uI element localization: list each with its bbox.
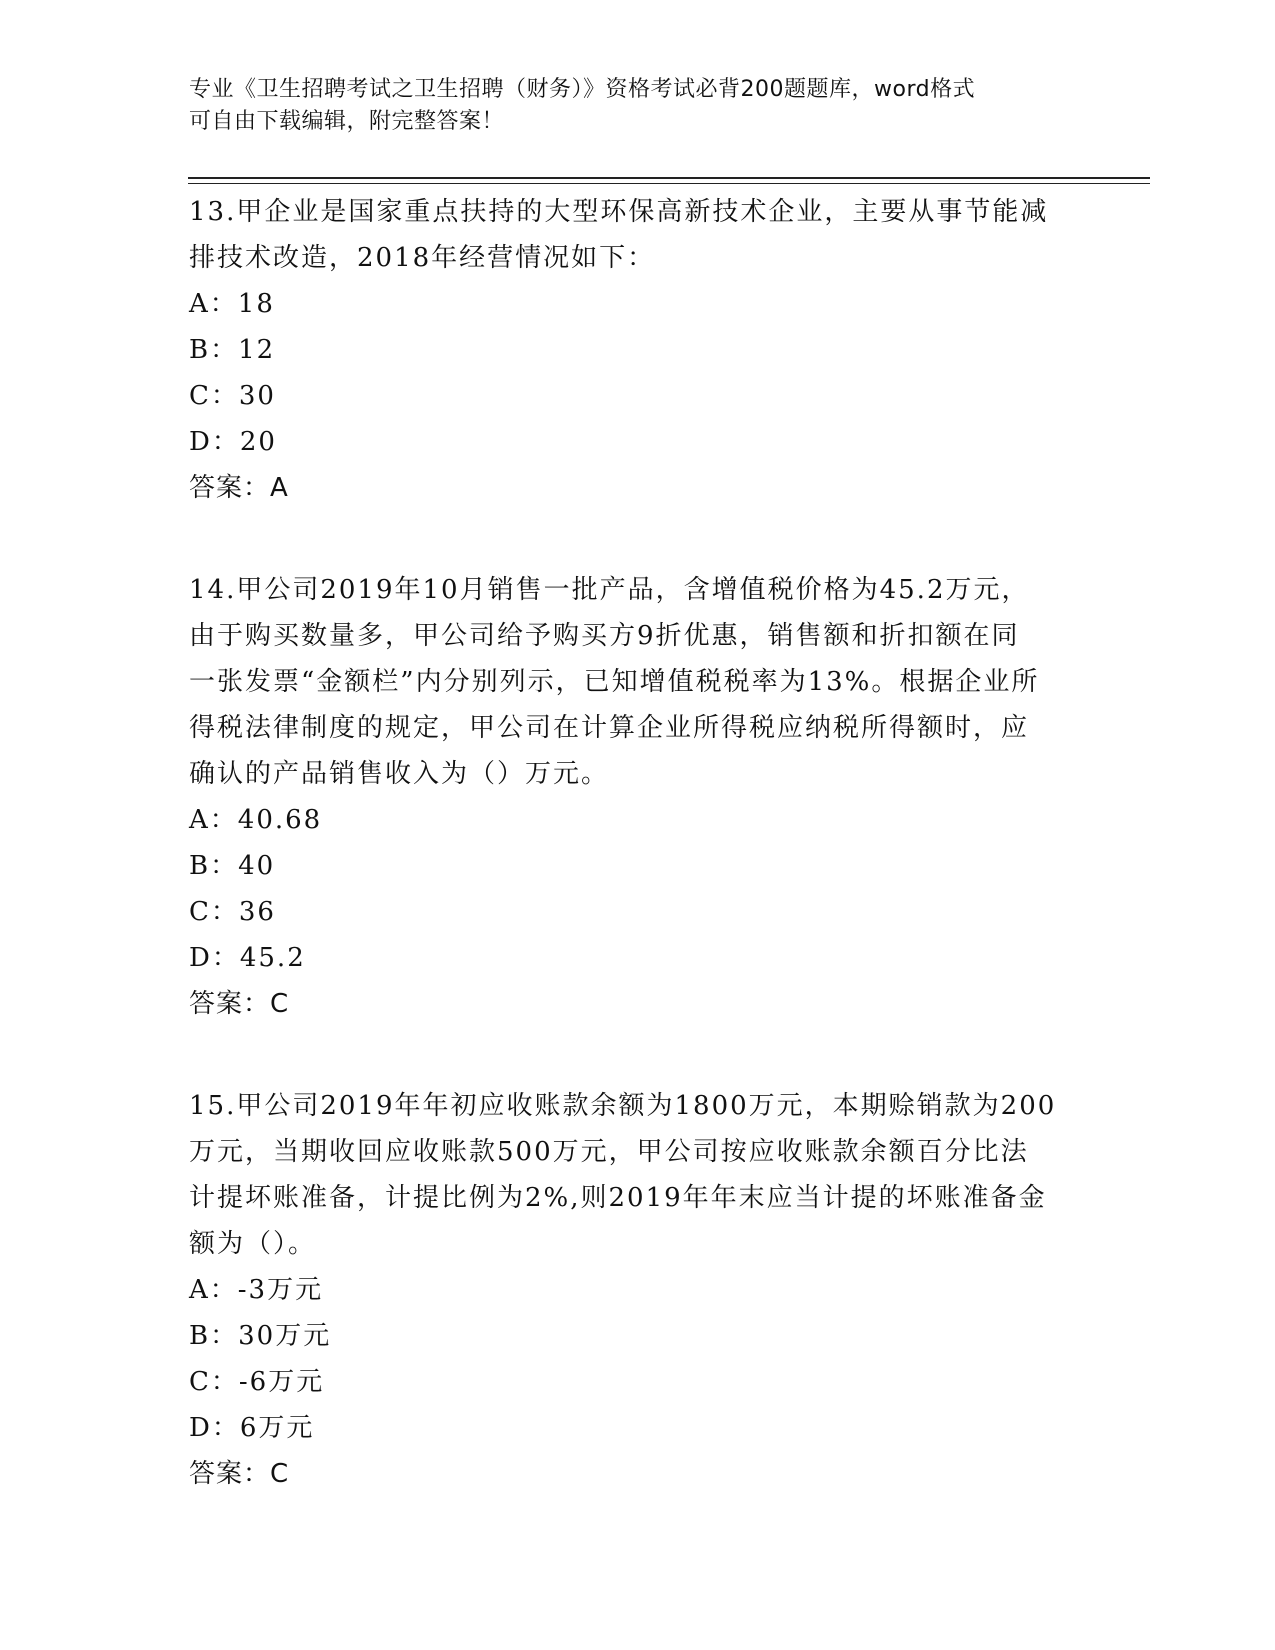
question-stem-line: 额为（）。: [189, 1229, 317, 1259]
option-c: C：30: [189, 381, 276, 411]
question-14: [189, 567, 1089, 1027]
answer-line: 答案：C: [189, 1459, 290, 1489]
question-stem-line: 15.甲公司2019年年初应收账款余额为1800万元，本期赊销款为200: [189, 1091, 1057, 1121]
question-stem-line: 计提坏账准备，计提比例为2%,则2019年年末应当计提的坏账准备金: [189, 1183, 1047, 1213]
header-line-2: 可自由下载编辑，附完整答案！: [189, 109, 505, 134]
question-list: [189, 189, 1089, 1497]
option-a: A：40.68: [189, 805, 323, 835]
question-stem-line: 确认的产品销售收入为（）万元。: [189, 759, 610, 789]
header-divider-thin: [188, 183, 1150, 184]
question-stem-line: 一张发票“金额栏”内分别列示，已知增值税税率为13%。根据企业所: [189, 667, 1040, 697]
question-stem-line: 排技术改造，2018年经营情况如下：: [189, 243, 656, 273]
option-d: D：20: [189, 427, 277, 457]
question-stem-line: 14.甲公司2019年10月销售一批产品，含增值税价格为45.2万元，: [189, 575, 1030, 605]
question-15: [189, 1083, 1089, 1497]
question-stem-line: 万元，当期收回应收账款500万元，甲公司按应收账款余额百分比法: [189, 1137, 1029, 1167]
header-divider-thick: [188, 177, 1150, 179]
option-b: B：12: [189, 335, 276, 365]
question-13: [189, 189, 1089, 511]
option-c: C：-6万元: [189, 1367, 325, 1397]
document-header: [189, 74, 1079, 138]
question-spacer: [189, 511, 1089, 567]
option-a: A：-3万元: [189, 1275, 324, 1305]
question-spacer: [189, 1027, 1089, 1083]
option-b: B：40: [189, 851, 276, 881]
answer-line: 答案：A: [189, 473, 289, 503]
question-stem-line: 得税法律制度的规定，甲公司在计算企业所得税应纳税所得额时，应: [189, 713, 1030, 743]
option-d: D：45.2: [189, 943, 306, 973]
header-line-1: 专业《卫生招聘考试之卫生招聘（财务）》资格考试必背200题题库，word格式: [189, 77, 976, 102]
option-c: C：36: [189, 897, 276, 927]
question-stem-line: 由于购买数量多，甲公司给予购买方9折优惠，销售额和折扣额在同: [189, 621, 1020, 651]
answer-line: 答案：C: [189, 989, 290, 1019]
option-a: A：18: [189, 289, 275, 319]
question-stem-line: 13.甲企业是国家重点扶持的大型环保高新技术企业，主要从事节能减: [189, 197, 1049, 227]
option-b: B：30万元: [189, 1321, 332, 1351]
option-d: D：6万元: [189, 1413, 315, 1443]
